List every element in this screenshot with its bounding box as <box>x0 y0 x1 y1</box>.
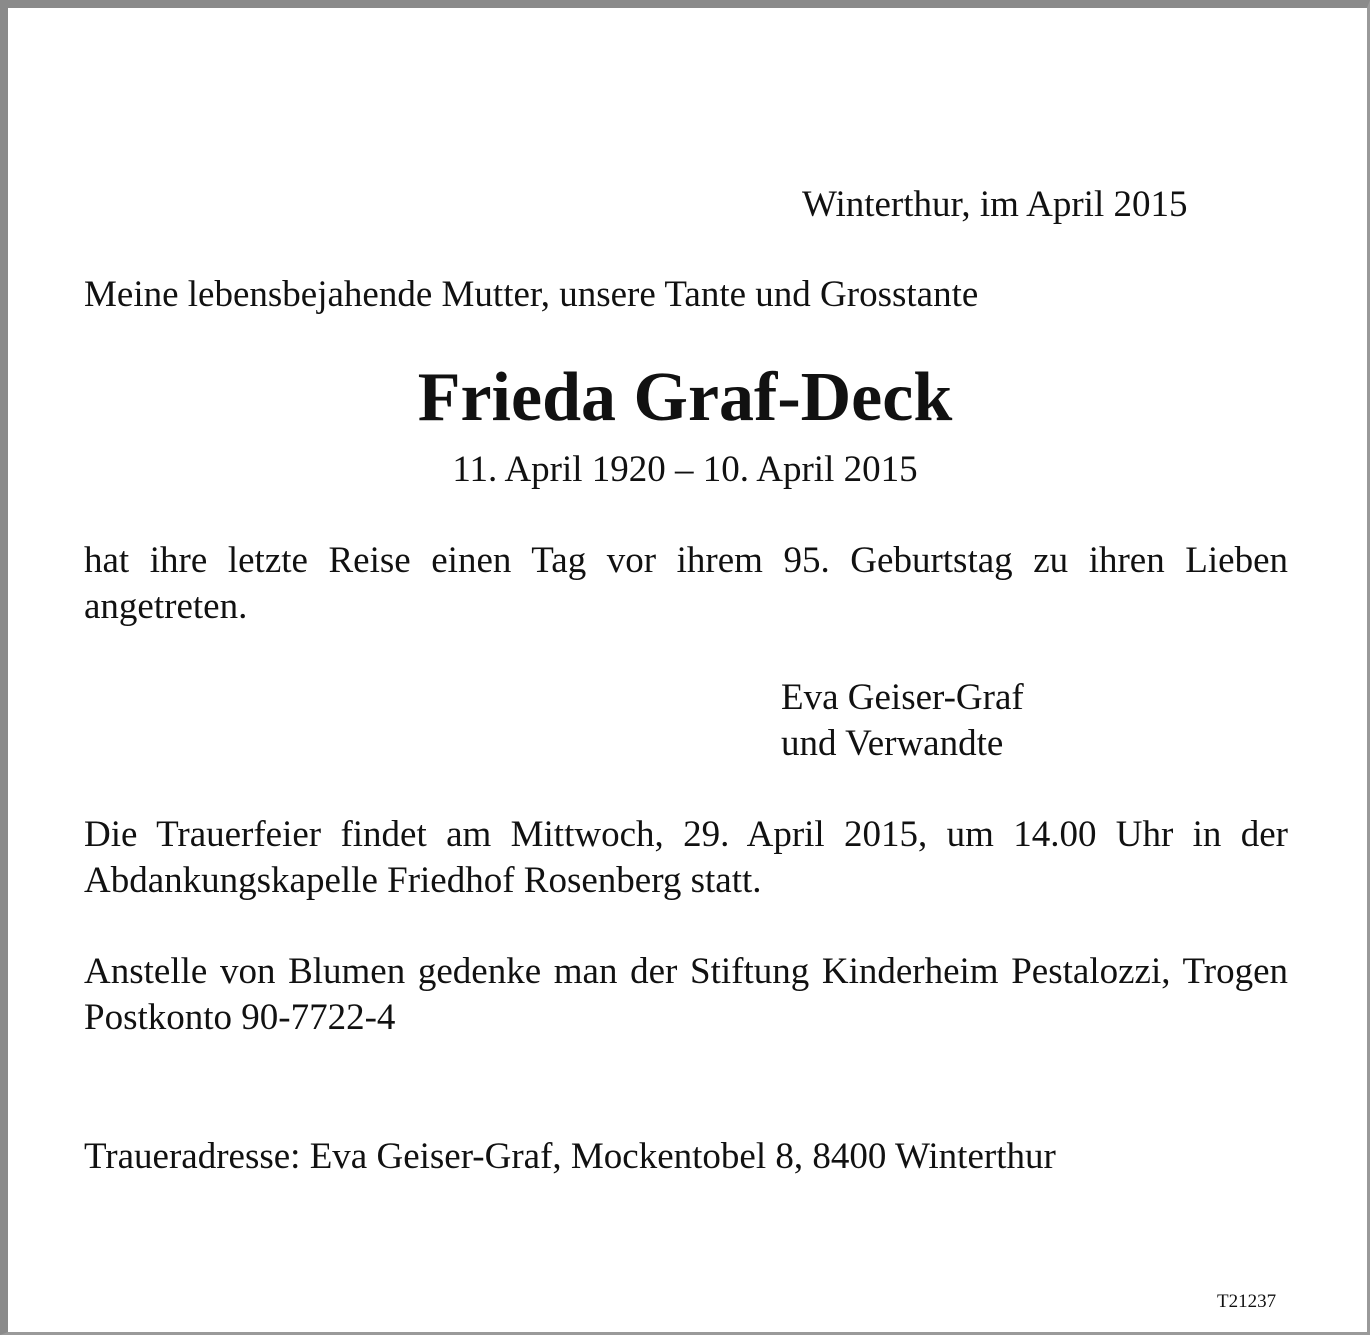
donation-paragraph: Anstelle von Blumen gedenke man der Stiftung Kinderheim Pestalozzi, Trogen Postkonto 90-7722-4 <box>84 951 1288 1038</box>
signature-relatives: und Verwandte <box>781 723 1004 764</box>
place-date: Winterthur, im April 2015 <box>802 184 1188 225</box>
message-paragraph: hat ihre letzte Reise einen Tag vor ihrem 95. Geburtstag zu ihren Lieben angetreten. <box>84 540 1288 627</box>
mourning-address: Traueradresse: Eva Geiser-Graf, Mockentobel 8, 8400 Winterthur <box>84 1136 1056 1177</box>
lifespan-dates: 11. April 1920 – 10. April 2015 <box>452 449 918 490</box>
deceased-name: Frieda Graf-Deck <box>417 359 953 436</box>
reference-code: T21237 <box>1217 1291 1277 1312</box>
signature-name: Eva Geiser-Graf <box>781 677 1024 718</box>
intro-text: Meine lebensbejahende Mutter, unsere Tante und Grosstante <box>84 274 979 315</box>
ceremony-paragraph: Die Trauerfeier findet am Mittwoch, 29. April 2015, um 14.00 Uhr in der Abdankungskapelle Friedhof Rosenberg statt. <box>84 814 1288 901</box>
